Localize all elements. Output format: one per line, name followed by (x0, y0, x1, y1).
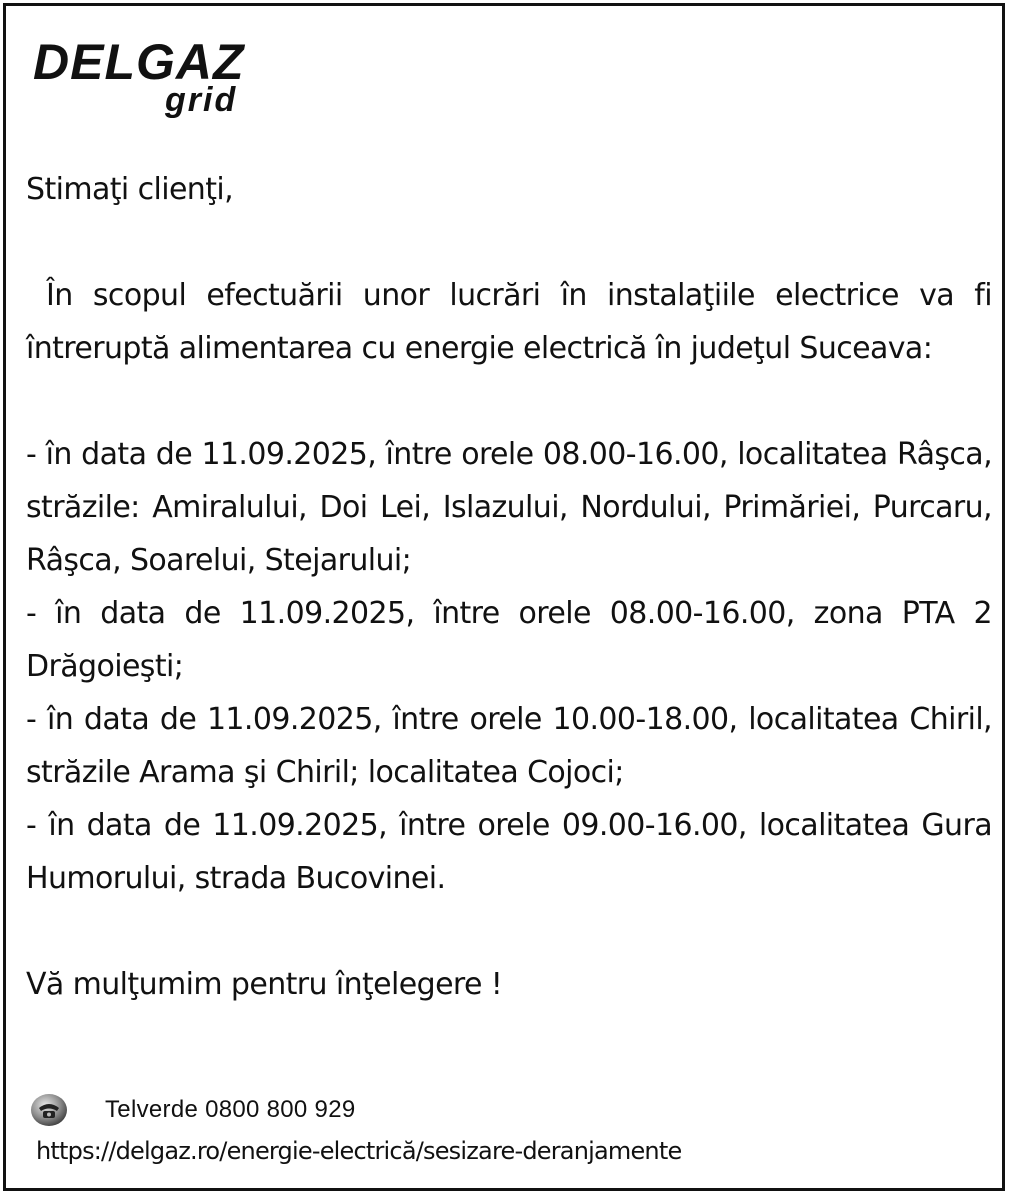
outage-item: - în data de 11.09.2025, între orele 08.00-16.00, zona PTA 2 Drăgoieşti; (26, 596, 992, 684)
outage-item: - în data de 11.09.2025, între orele 10.00-18.00, localitatea Chiril, străzile Arama şi Chiril; localitatea Cojoci; (26, 702, 992, 790)
intro-paragraph: În scopul efectuării unor lucrări în instalaţiile electrice va fi întreruptă alimentarea cu energie electrică în judeţul Suceava: (26, 278, 992, 366)
outage-item: - în data de 11.09.2025, între orele 08.00-16.00, localitatea Râşca, străzile: Amiralului, Doi Lei, Islazului, Nordului, Primăriei, Purcaru, Râşca, Soarelui, Stejarului; (26, 437, 992, 578)
closing-line: Vă mulţumim pentru înţelegere ! (26, 967, 503, 1002)
outage-item: - în data de 11.09.2025, între orele 09.00-16.00, localitatea Gura Humorului, strada Bucovinei. (26, 808, 992, 896)
greeting: Stimaţi clienţi, (26, 172, 234, 207)
outage-list (26, 428, 992, 905)
logo-sub: grid (165, 81, 238, 119)
delgaz-grid-logo (33, 36, 273, 126)
phone-line (30, 1093, 530, 1127)
phone-number: Telverde 0800 800 929 (105, 1096, 356, 1123)
complaint-url: https://delgaz.ro/energie-electrică/sesizare-deranjamente (36, 1137, 682, 1165)
logo-brand: DELGAZ (33, 34, 245, 90)
notice-body (26, 163, 992, 1011)
phone-icon (30, 1093, 68, 1127)
